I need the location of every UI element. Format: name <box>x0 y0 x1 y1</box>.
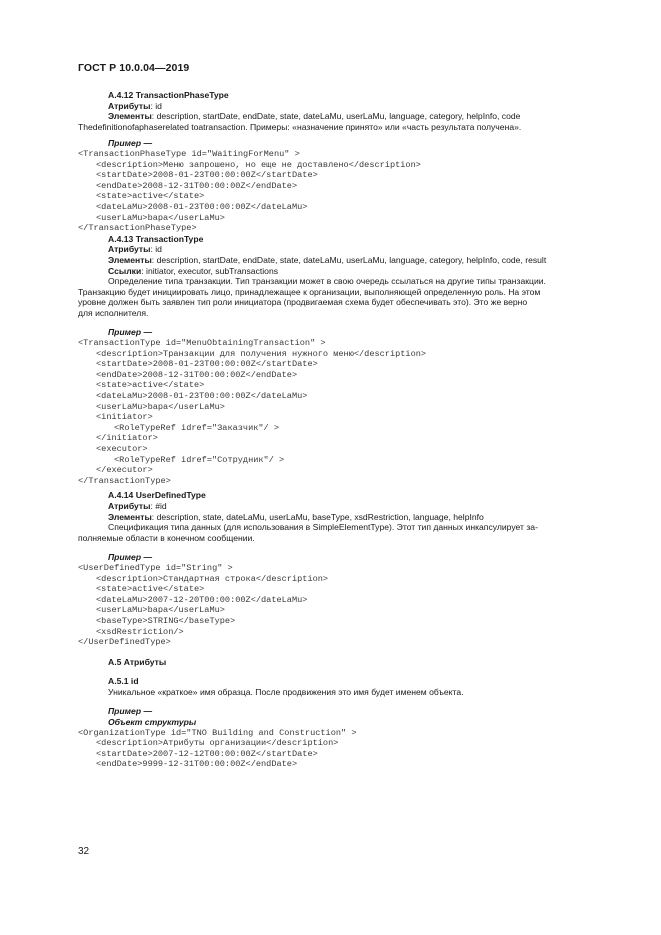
code-line: <dateLaMu>2008-01-23T00:00:00Z</dateLaMu> <box>96 201 308 212</box>
attributes-label: Атрибуты <box>108 500 151 511</box>
code-line: <description>Атрибуты организации</description> <box>96 738 339 749</box>
a414-example-label: Пример — <box>108 552 153 563</box>
code-line: <endDate>9999-12-31T00:00:00Z</endDate> <box>96 759 298 770</box>
code-line: <RoleTypeRef idref="Сотрудник"/ > <box>114 454 285 465</box>
code-line: </initiator> <box>96 433 158 444</box>
attributes-label: Атрибуты <box>108 244 151 255</box>
links-label: Ссылки <box>108 265 142 276</box>
section-heading-a51: А.5.1 id <box>108 676 139 687</box>
code-line: <dateLaMu>2007-12-20T00:00:00Z</dateLaMu> <box>96 594 308 605</box>
code-line: <startDate>2008-01-23T00:00:00Z</startDate> <box>96 359 318 370</box>
a51-example-label: Пример — <box>108 706 153 717</box>
code-line: <baseType>STRING</baseType> <box>96 615 236 626</box>
page-number: 32 <box>78 846 90 857</box>
code-line: <state>active</state> <box>96 584 205 595</box>
section-heading-a413: А.4.13 TransactionType <box>108 233 204 244</box>
code-line: <UserDefinedType id="String" > <box>78 562 233 573</box>
code-line: </TransactionType> <box>78 475 171 486</box>
document-header: ГОСТ Р 10.0.04—2019 <box>78 62 190 74</box>
code-line: </TransactionPhaseType> <box>78 223 197 234</box>
a412-elements-value: : description, startDate, endDate, state, dateLaMu, userLaMu, language, category, helpInfo, code <box>151 111 521 122</box>
a414-elements-value: : description, state, dateLaMu, userLaMu, baseType, xsdRestriction, language, helpInfo <box>151 511 484 522</box>
code-line: <userLaMu>bapa</userLaMu> <box>96 212 225 223</box>
a51-description: Уникальное «краткое» имя образца. После продвижения это имя будет именем объекта. <box>108 686 464 697</box>
a412-elements-continuation: Thedefinitionofaphaserelated toatransaction. Примеры: «назначение принято» или «часть результата получена». <box>78 121 522 132</box>
a413-description-cont: для исполнителя. <box>78 307 149 318</box>
attributes-label: Атрибуты <box>108 100 151 111</box>
a414-elements <box>78 512 615 523</box>
code-line: <endDate>2008-12-31T00:00:00Z</endDate> <box>96 369 298 380</box>
code-line: <TransactionPhaseType id="WaitingForMenu" > <box>78 148 300 159</box>
page-content <box>78 90 615 770</box>
a51-example-subtitle: Объект структуры <box>108 717 197 728</box>
a413-links <box>78 266 615 277</box>
elements-label: Элементы <box>108 254 152 265</box>
code-line: </UserDefinedType> <box>78 637 171 648</box>
code-line: <RoleTypeRef idref="Заказчик"/ > <box>114 422 280 433</box>
a414-attributes-value: : #id <box>150 500 167 511</box>
code-line: <TransactionType id="MenuObtainingTransaction" > <box>78 338 326 349</box>
section-heading-a414: А.4.14 UserDefinedType <box>108 490 206 501</box>
code-line: <initiator> <box>96 412 153 423</box>
code-line: <executor> <box>96 444 148 454</box>
a413-attributes-value: : id <box>150 244 162 255</box>
a414-attributes <box>78 501 615 512</box>
a413-attributes <box>78 244 615 255</box>
code-line: <startDate>2007-12-12T00:00:00Z</startDate> <box>96 748 318 759</box>
a413-description: Определение типа транзакции. Тип транзакции может в свою очередь ссылаться на другие типы транзакции. <box>108 276 546 287</box>
a413-elements-value: : description, startDate, endDate, state, dateLaMu, userLaMu, language, category, helpInfo, code, result <box>151 254 547 265</box>
code-line: <startDate>2008-01-23T00:00:00Z</startDate> <box>96 170 318 181</box>
code-line: <state>active</state> <box>96 380 205 391</box>
a414-description: Спецификация типа данных (для использования в SimpleElementType). Этот тип данных инкапсулирует за- <box>108 522 538 533</box>
a414-description-cont: полняемые области в конечном сообщении. <box>78 532 255 543</box>
a412-attributes-value: : id <box>150 100 162 111</box>
a412-elements <box>78 111 615 122</box>
elements-label: Элементы <box>108 111 152 122</box>
a413-elements <box>78 255 615 266</box>
code-line: <endDate>2008-12-31T00:00:00Z</endDate> <box>96 180 298 191</box>
a412-example-label: Пример — <box>108 138 153 149</box>
code-line: <description>Меню запрошено, но еще не доставлено</description> <box>96 159 421 170</box>
code-line: </executor> <box>96 465 153 476</box>
a413-links-value: : initiator, executor, subTransactions <box>141 265 279 276</box>
elements-label: Элементы <box>108 511 152 522</box>
section-heading-a412: А.4.12 TransactionPhaseType <box>108 90 229 100</box>
a413-description-cont: Транзакцию будет инициировать лицо, принадлежащее к организации, выполняющей определенную роль. На этом <box>78 286 541 297</box>
a412-attributes <box>78 101 615 112</box>
code-line: <dateLaMu>2008-01-23T00:00:00Z</dateLaMu> <box>96 391 308 402</box>
code-line: <OrganizationType id="TNO Building and Construction" > <box>78 727 357 738</box>
section-heading-a5: А.5 Атрибуты <box>108 656 167 667</box>
code-line: <userLaMu>bapa</userLaMu> <box>96 605 225 616</box>
a413-example-label: Пример — <box>108 327 153 338</box>
code-line: <description>Транзакции для получения нужного меню</description> <box>96 348 427 359</box>
code-line: <state>active</state> <box>96 191 205 202</box>
a413-description-cont: уровне должен быть заявлен тип роли инициатора (продвигаемая схема будет обеспечивать это). Это же верно <box>78 297 528 308</box>
code-line: <description>Стандартная строка</description> <box>96 573 329 584</box>
code-line: <xsdRestriction/> <box>96 626 184 637</box>
code-line: <userLaMu>bapa</userLaMu> <box>96 401 225 412</box>
